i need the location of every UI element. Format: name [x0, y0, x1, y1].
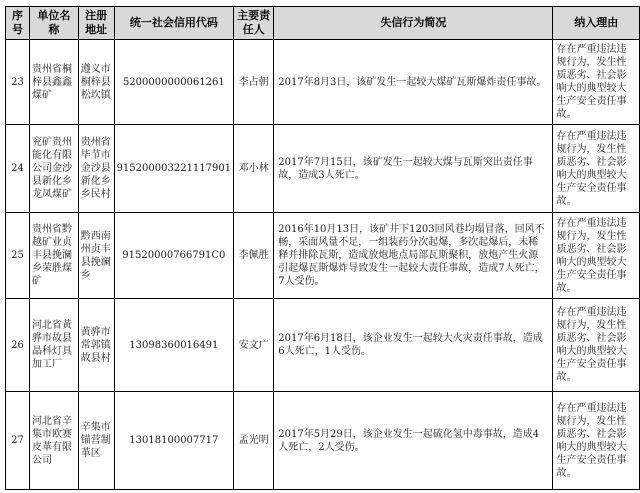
- cell-person: 孟光明: [234, 392, 274, 490]
- table-row: [6, 213, 640, 299]
- cell-seq: 24: [6, 125, 30, 213]
- cell-unit: 贵州省桐梓县鑫鑫煤矿: [29, 40, 78, 125]
- cell-description: 2016年10月13日，该矿井下1203回风巷均塌冒落，回风不畅，采面风量不足，一组装药分次起爆，多次起爆后，未稀释并排除瓦斯，造成放炮地点局部瓦斯聚积，放炮产生火源引起爆瓦斯爆炸导致发生一起较大责任事故，造成7人死亡，7人受伤。: [274, 213, 553, 299]
- cell-unit: 河北省黄骅市故县晶科灯具加工厂: [29, 299, 78, 392]
- cell-person: 李占朝: [234, 40, 274, 125]
- table-row: [6, 40, 640, 125]
- cell-reason: 存在严重违法违规行为，发生性质恶劣、社会影响大的典型较大生产安全责任事故。: [553, 299, 640, 392]
- table-row: [6, 299, 640, 392]
- cell-description: 2017年6月18日，该企业发生一起较大火灾责任事故，造成6人死亡，1人受伤。: [274, 299, 553, 392]
- cell-credit-code: 5200000000061261: [114, 40, 234, 125]
- header-credit-code: 统一社会信用代码: [114, 7, 234, 40]
- table-wrapper: [5, 6, 640, 490]
- header-address: 注册地址: [78, 7, 114, 40]
- cell-seq: 26: [6, 299, 30, 392]
- cell-credit-code: 13018100007717: [114, 392, 234, 490]
- cell-address: 黄骅市常郭镇故县村: [78, 299, 114, 392]
- cell-description: 2017年5月29日，该企业发生一起硫化氢中毒事故，造成4人死亡，2人受伤。: [274, 392, 553, 490]
- cell-person: 安文广: [234, 299, 274, 392]
- cell-description: 2017年7月15日，该矿发生一起较大煤与瓦斯突出责任事故，造成3人死亡。: [274, 125, 553, 213]
- cell-seq: 27: [6, 392, 30, 490]
- cell-address: 黔西南州贞丰县挽澜乡: [78, 213, 114, 299]
- cell-credit-code: 13098360016491: [114, 299, 234, 392]
- table-row: [6, 125, 640, 213]
- cell-reason: 存在严重违法违规行为，发生性质恶劣、社会影响大的典型较大生产安全责任事故。: [553, 40, 640, 125]
- cell-reason: 存在严重违法违规行为，发生性质恶劣、社会影响大的典型较大生产安全责任事故。: [553, 213, 640, 299]
- header-unit: 单位名称: [29, 7, 78, 40]
- cell-credit-code: 91520000766791C0: [114, 213, 234, 299]
- cell-address: 辛集市锚营制革区: [78, 392, 114, 490]
- header-seq: 序号: [6, 7, 30, 40]
- cell-address: 遵义市桐梓县松坎镇: [78, 40, 114, 125]
- cell-seq: 23: [6, 40, 30, 125]
- cell-person: 李佩胜: [234, 213, 274, 299]
- cell-reason: 存在严重违法违规行为，发生性质恶劣、社会影响大的典型较大生产安全责任事故。: [553, 392, 640, 490]
- header-reason: 纳入理由: [553, 7, 640, 40]
- cell-unit: 贵州省黔越矿业贞丰县挽澜乡荣胜煤矿: [29, 213, 78, 299]
- cell-description: 2017年8月3日，该矿发生一起较大煤矿瓦斯爆炸责任事故。: [274, 40, 553, 125]
- cell-unit: 河北省辛集市欧赛皮革有限公司: [29, 392, 78, 490]
- header-person: 主要责任人: [234, 7, 274, 40]
- cell-person: 邓小林: [234, 125, 274, 213]
- cell-seq: 25: [6, 213, 30, 299]
- table-header-row: [6, 7, 640, 40]
- table-row: [6, 392, 640, 490]
- credit-table: [5, 6, 640, 490]
- cell-reason: 存在严重违法违规行为，发生性质恶劣、社会影响大的典型较大生产安全责任事故。: [553, 125, 640, 213]
- header-description: 失信行为简况: [274, 7, 553, 40]
- cell-credit-code: 915200003221117901: [114, 125, 234, 213]
- cell-address: 贵州省毕节市金沙县新化乡乡民村: [78, 125, 114, 213]
- cell-unit: 兖矿贵州能化有限公司金沙县新化乡龙凤煤矿: [29, 125, 78, 213]
